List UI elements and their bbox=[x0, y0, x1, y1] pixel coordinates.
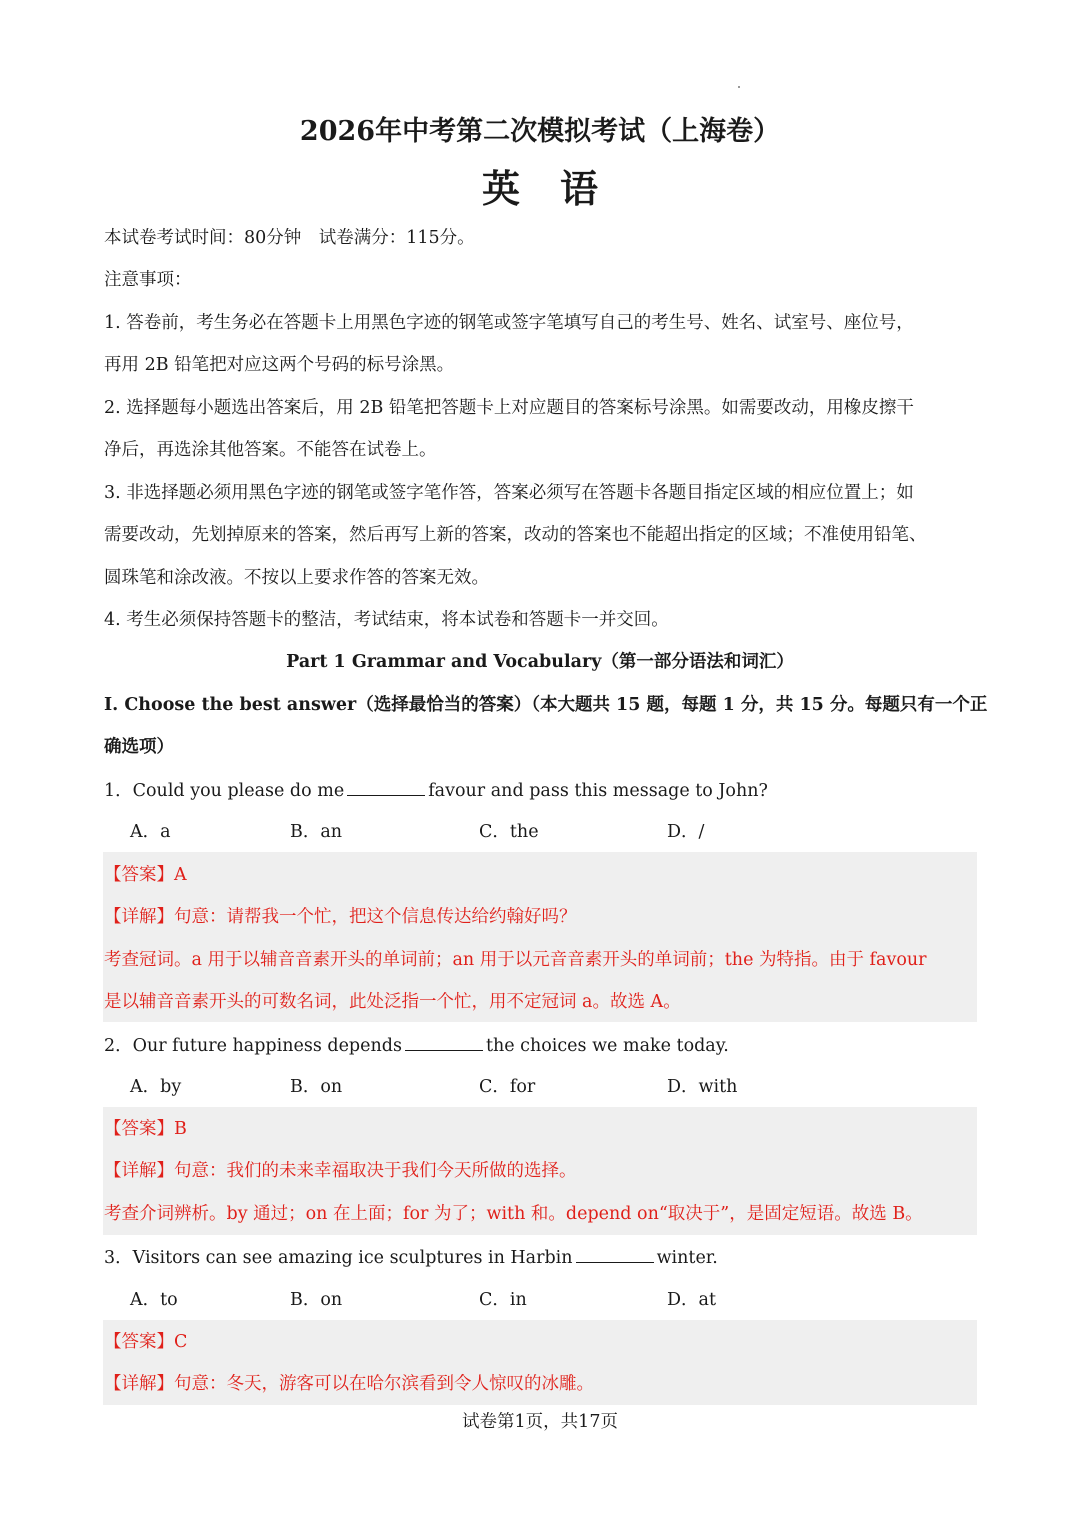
answer-label: 【答案】A bbox=[104, 865, 187, 885]
explanation-line: 是以辅音音素开头的可数名词，此处泛指一个忙，用不定冠词 a。故选 A。 bbox=[104, 992, 681, 1012]
note-line: 2. 选择题每小题选出答案后，用 2B 铅笔把答题卡上对应题目的答案标号涂黑。如需要改动，用橡皮擦干 bbox=[104, 398, 914, 418]
option-c: C．the bbox=[479, 822, 539, 842]
note-line: 4. 考生必须保持答题卡的整洁，考试结束，将本试卷和答题卡一并交回。 bbox=[104, 610, 669, 630]
option-c: C．for bbox=[479, 1077, 536, 1097]
option-c: C．in bbox=[479, 1290, 527, 1310]
section-instruction: I. Choose the best answer（选择最恰当的答案）（本大题共 15 题，每题 1 分，共 15 分。每题只有一个正 bbox=[104, 695, 988, 715]
stem-text: 2．Our future happiness depends bbox=[104, 1036, 402, 1056]
answer-blank bbox=[405, 1033, 483, 1051]
option-b: B．on bbox=[290, 1290, 343, 1310]
note-line: 1. 答卷前，考生务必在答题卡上用黑色字迹的钢笔或签字笔填写自己的考生号、姓名、试室号、座位号， bbox=[104, 313, 914, 333]
note-line: 再用 2B 铅笔把对应这两个号码的标号涂黑。 bbox=[104, 355, 455, 375]
question-stem bbox=[104, 778, 978, 803]
answer-blank bbox=[347, 778, 425, 796]
page-footer: 试卷第1页，共17页 bbox=[462, 1412, 618, 1432]
part-title: Part 1 Grammar and Vocabulary（第一部分语法和词汇） bbox=[286, 652, 794, 672]
explanation-line: 考查冠词。a 用于以辅音音素开头的单词前；an 用于以元音音素开头的单词前；the 为特指。由于 favour bbox=[104, 950, 927, 970]
option-b: B．on bbox=[290, 1077, 343, 1097]
option-d: D．/ bbox=[667, 822, 705, 842]
answer-blank bbox=[576, 1245, 654, 1263]
notes-heading: 注意事项： bbox=[104, 270, 192, 290]
question-stem bbox=[104, 1245, 978, 1270]
subject-title: 英语 bbox=[481, 166, 638, 211]
question-stem bbox=[104, 1033, 978, 1058]
section-instruction: 确选项） bbox=[104, 737, 174, 757]
explanation-line: 【详解】句意：请帮我一个忙，把这个信息传达给约翰好吗？ bbox=[104, 907, 577, 927]
note-line: 净后，再选涂其他答案。不能答在试卷上。 bbox=[104, 440, 437, 460]
option-a: A．a bbox=[130, 822, 171, 842]
option-a: A．by bbox=[130, 1077, 182, 1097]
stray-dot bbox=[738, 86, 740, 88]
stem-text: winter. bbox=[656, 1248, 718, 1268]
answer-label: 【答案】B bbox=[104, 1119, 187, 1139]
explanation-line: 【详解】句意：冬天，游客可以在哈尔滨看到令人惊叹的冰雕。 bbox=[104, 1374, 594, 1394]
stem-text: 3．Visitors can see amazing ice sculptures in Harbin bbox=[104, 1248, 573, 1268]
exam-info: 本试卷考试时间：80分钟 试卷满分：115分。 bbox=[104, 228, 475, 248]
option-a: A．to bbox=[130, 1290, 178, 1310]
explanation-line: 考查介词辨析。by 通过；on 在上面；for 为了；with 和。depend on“取决于”，是固定短语。故选 B。 bbox=[104, 1204, 923, 1224]
explanation-line: 【详解】句意：我们的未来幸福取决于我们今天所做的选择。 bbox=[104, 1161, 577, 1181]
option-d: D．at bbox=[667, 1290, 716, 1310]
note-line: 圆珠笔和涂改液。不按以上要求作答的答案无效。 bbox=[104, 568, 489, 588]
exam-title: 2026年中考第二次模拟考试（上海卷） bbox=[299, 116, 781, 147]
stem-text: favour and pass this message to John? bbox=[428, 781, 768, 801]
stem-text: the choices we make today. bbox=[485, 1036, 729, 1056]
option-b: B．an bbox=[290, 822, 343, 842]
answer-label: 【答案】C bbox=[104, 1332, 188, 1352]
note-line: 需要改动，先划掉原来的答案，然后再写上新的答案，改动的答案也不能超出指定的区域；不准使用铅笔、 bbox=[104, 525, 927, 545]
stem-text: 1．Could you please do me bbox=[104, 781, 345, 801]
option-d: D．with bbox=[667, 1077, 738, 1097]
note-line: 3. 非选择题必须用黑色字迹的钢笔或签字笔作答，答案必须写在答题卡各题目指定区域的相应位置上；如 bbox=[104, 483, 914, 503]
